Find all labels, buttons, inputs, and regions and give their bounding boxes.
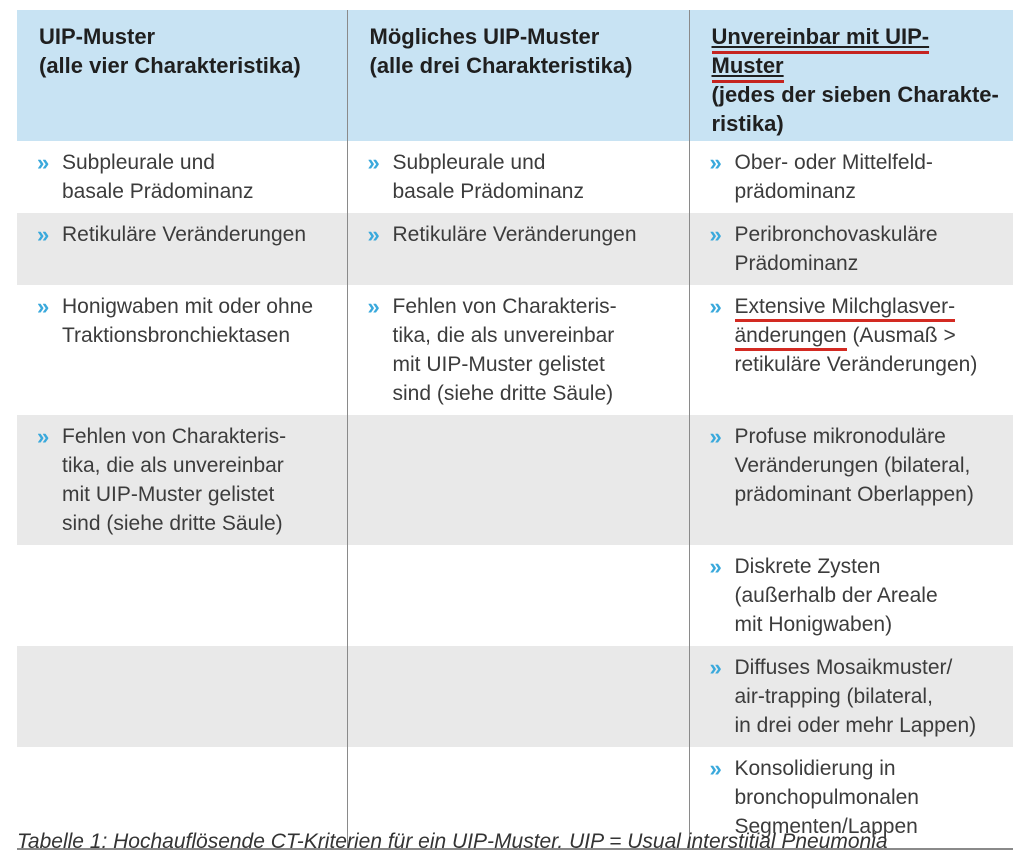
chevron-bullet-icon: » [367,294,380,319]
text-segment: Fehlen von Charakteris- [62,425,287,448]
criteria-item [710,220,1004,278]
criteria-cell [689,646,1013,747]
chevron-bullet-icon: » [709,655,722,680]
table-row [17,646,1013,747]
cell-text [370,24,633,78]
criteria-cell [347,213,689,285]
criteria-item [37,220,337,249]
empty-cell [347,415,689,545]
criteria-item [368,292,679,408]
text-segment: in drei oder mehr Lappen) [734,714,977,737]
text-segment: sind (siehe dritte Säule) [62,512,283,535]
text-segment: Veränderungen (bilateral, [734,454,971,477]
criteria-item [710,422,1004,509]
criteria-cell [689,213,1013,285]
text-segment: (alle vier Charakteristika) [39,53,301,78]
text-segment: Mögliches UIP-Muster [369,24,600,49]
text-segment: Prädominanz [734,252,859,275]
text-segment: Honigwaben mit oder ohne [62,295,313,318]
text-segment: Retikuläre Veränderungen [392,223,637,246]
text-segment: Diffuses Mosaikmuster/ [734,656,953,679]
chevron-bullet-icon: » [709,150,722,175]
cell-text [62,148,337,206]
cell-text [62,292,337,350]
text-segment: Ober- oder Mittelfeld- [734,151,933,174]
red-underlined-text: änderungen [735,324,847,351]
text-segment: tika, die als unvereinbar [392,324,615,347]
text-segment: (jedes der sieben Charakte- [711,82,999,107]
header-row [17,10,1013,141]
empty-cell [347,646,689,747]
text-segment: mit UIP-Muster gelistet [62,483,275,506]
table-row [17,545,1013,646]
cell-text [735,422,1004,509]
table-body [17,141,1013,848]
chevron-bullet-icon: » [709,294,722,319]
text-segment: Subpleurale und [392,151,546,174]
empty-cell [17,646,347,747]
chevron-bullet-icon: » [37,294,50,319]
text-segment: (alle drei Charakteristika) [369,53,633,78]
text-segment: UIP-Muster [39,24,156,49]
text-segment: mit UIP-Muster gelistet [392,353,605,376]
empty-cell [347,545,689,646]
cell-text [735,292,1004,379]
text-segment: ristika) [711,111,784,136]
chevron-bullet-icon: » [709,222,722,247]
cell-text [735,653,1004,740]
red-underlined-header-text: Unvereinbar mit UIP-Muster [712,24,930,83]
criteria-item [710,148,1004,206]
text-segment: air-trapping (bilateral, [734,685,933,708]
text-segment: Subpleurale und [62,151,215,174]
chevron-bullet-icon: » [37,424,50,449]
criteria-cell [347,285,689,415]
text-segment: (außerhalb der Areale [734,584,938,607]
chevron-bullet-icon: » [367,150,380,175]
chevron-bullet-icon: » [37,222,50,247]
table-row [17,415,1013,545]
criteria-cell [689,285,1013,415]
text-segment: bronchopulmonalen [734,786,919,809]
criteria-item [37,422,337,538]
cell-text [735,754,1004,841]
criteria-item [368,148,679,206]
chevron-bullet-icon: » [367,222,380,247]
criteria-cell [17,285,347,415]
criteria-item [368,220,679,249]
table-row [17,141,1013,213]
cell-text [393,148,679,206]
cell-text [393,292,679,408]
cell-text [735,552,1004,639]
empty-cell [17,545,347,646]
criteria-item [710,552,1004,639]
criteria-cell [17,415,347,545]
cell-text [735,220,1004,278]
uip-criteria-table [17,10,1013,848]
column-header-unvereinbar-mit-uip-muster [689,10,1013,141]
chevron-bullet-icon: » [709,424,722,449]
text-segment: Profuse mikronoduläre [734,425,946,448]
red-underlined-text: Extensive Milchglasver- [735,295,956,322]
text-segment: basale Prädominanz [62,180,254,203]
criteria-item [37,292,337,350]
criteria-item [710,754,1004,841]
chevron-bullet-icon: » [709,756,722,781]
text-segment: mit Honigwaben) [734,613,893,636]
chevron-bullet-icon: » [709,554,722,579]
text-segment: (Ausmaß > [846,324,956,347]
text-segment: Konsolidierung in [734,757,896,780]
criteria-cell [689,141,1013,213]
table-row [17,213,1013,285]
text-segment: sind (siehe dritte Säule) [392,382,614,405]
text-segment: retikuläre Veränderungen) [734,353,978,376]
table-row [17,285,1013,415]
cell-text [712,24,999,136]
cell-text [62,422,337,538]
column-header-moegliches-uip-muster [347,10,689,141]
text-segment: prädominant Oberlappen) [734,483,974,506]
text-segment: tika, die als unvereinbar [62,454,284,477]
cell-text [735,148,1004,206]
criteria-item [710,292,1004,379]
criteria-item [710,653,1004,740]
text-segment: Retikuläre Veränderungen [62,223,307,246]
criteria-cell [347,141,689,213]
criteria-cell [689,545,1013,646]
cell-text [393,220,679,249]
criteria-cell [689,415,1013,545]
criteria-cell [17,213,347,285]
table-header [17,10,1013,141]
text-segment: Traktionsbronchiektasen [62,324,291,347]
text-segment: prädominanz [734,180,856,203]
text-segment: Peribronchovaskuläre [734,223,938,246]
uip-criteria-table-wrap [17,10,1013,850]
criteria-item [37,148,337,206]
text-segment: Diskrete Zysten [734,555,881,578]
cell-text [62,220,337,249]
table-caption: Tabelle 1: Hochauflösende CT-Kriterien für ein UIP-Muster. UIP = Usual interstitial Pneumonia [17,830,888,853]
criteria-cell [17,141,347,213]
text-segment: Fehlen von Charakteris- [392,295,617,318]
text-segment: basale Prädominanz [392,180,584,203]
cell-text [39,24,301,78]
chevron-bullet-icon: » [37,150,50,175]
column-header-uip-muster [17,10,347,141]
text-segment: Segmenten/Lappen [734,815,918,838]
